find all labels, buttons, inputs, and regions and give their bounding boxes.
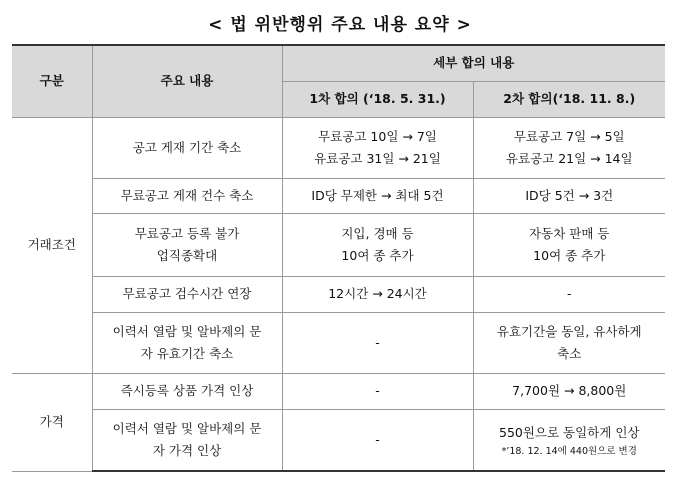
row-round2 xyxy=(473,117,665,178)
round2-text: 유료공고 21일 → 14일 xyxy=(505,150,633,166)
row-item xyxy=(92,117,282,178)
item-text: 자 가격 인상 xyxy=(152,442,222,458)
item-text: 무료공고 등록 불가 xyxy=(134,225,240,241)
header-round1: 1차 합의 (‘18. 5. 31.) xyxy=(282,81,473,117)
round1-text: ID당 무제한 → 최대 5건 xyxy=(311,187,444,203)
round1-text: 유료공고 31일 → 21일 xyxy=(314,150,441,166)
table-row xyxy=(12,178,665,213)
round1-text: 무료공고 10일 → 7일 xyxy=(318,128,437,144)
row-round1 xyxy=(282,117,473,178)
row-round1 xyxy=(282,178,473,213)
round1-text: 지입, 경매 등 xyxy=(341,225,414,241)
row-round2 xyxy=(473,373,665,409)
table-row xyxy=(12,312,665,373)
round2-text: 550원으로 동일하게 인상 xyxy=(499,424,640,440)
group-label-price: 가격 xyxy=(12,373,92,471)
header-row-1 xyxy=(12,45,665,81)
row-round1 xyxy=(282,213,473,276)
item-text: 이력서 열람 및 알바제의 문 xyxy=(112,323,262,339)
item-text: 자 유효기간 축소 xyxy=(140,345,234,361)
round1-text: - xyxy=(375,383,380,398)
table-row xyxy=(12,373,665,409)
item-text: 업직종확대 xyxy=(156,247,218,263)
table-row xyxy=(12,276,665,312)
item-text: 즉시등록 상품 가격 인상 xyxy=(120,383,254,398)
header-round2: 2차 합의(‘18. 11. 8.) xyxy=(473,81,665,117)
group-label-trade-terms: 거래조건 xyxy=(12,117,92,373)
row-round1 xyxy=(282,409,473,471)
row-item xyxy=(92,178,282,213)
round2-text: 무료공고 7일 → 5일 xyxy=(513,128,625,144)
row-round1 xyxy=(282,312,473,373)
row-round1 xyxy=(282,276,473,312)
row-item xyxy=(92,312,282,373)
violation-summary-table xyxy=(12,44,665,472)
round2-text: 유효기간을 동일, 유사하게 xyxy=(496,323,642,339)
item-text: 공고 게재 기간 축소 xyxy=(132,139,242,155)
round2-text: 10여 종 추가 xyxy=(533,247,606,263)
item-text: 이력서 열람 및 알바제의 문 xyxy=(112,420,262,436)
round1-text: - xyxy=(375,334,380,350)
row-round2 xyxy=(473,276,665,312)
row-round2 xyxy=(473,213,665,276)
round2-text: 축소 xyxy=(557,345,582,361)
row-round2 xyxy=(473,312,665,373)
table-row xyxy=(12,117,665,178)
row-item xyxy=(92,276,282,312)
round2-text: 자동차 판매 등 xyxy=(529,225,610,241)
header-main-content: 주요 내용 xyxy=(92,45,282,117)
round2-text: - xyxy=(566,286,572,301)
document-title: < 법 위반행위 주요 내용 요약 > xyxy=(208,15,472,35)
row-item xyxy=(92,373,282,409)
table-row xyxy=(12,409,665,471)
item-text: 무료공고 검수시간 연장 xyxy=(122,286,252,301)
header-category: 구분 xyxy=(12,45,92,117)
row-item xyxy=(92,213,282,276)
round1-text: 12시간 → 24시간 xyxy=(328,286,427,301)
item-text: 무료공고 게재 건수 축소 xyxy=(120,187,254,203)
round1-text: - xyxy=(375,431,380,447)
round2-text: ID당 5건 → 3건 xyxy=(525,187,614,203)
row-item xyxy=(92,409,282,471)
row-round2 xyxy=(473,409,665,471)
header-agreement-detail: 세부 합의 내용 xyxy=(282,45,665,81)
row-round2 xyxy=(473,178,665,213)
round2-text: 7,700원 → 8,800원 xyxy=(512,383,627,398)
row-round1 xyxy=(282,373,473,409)
price-change-note: *’18. 12. 14에 440원으로 변경 xyxy=(501,445,637,457)
round1-text: 10여 종 추가 xyxy=(341,247,414,263)
table-row xyxy=(12,213,665,276)
